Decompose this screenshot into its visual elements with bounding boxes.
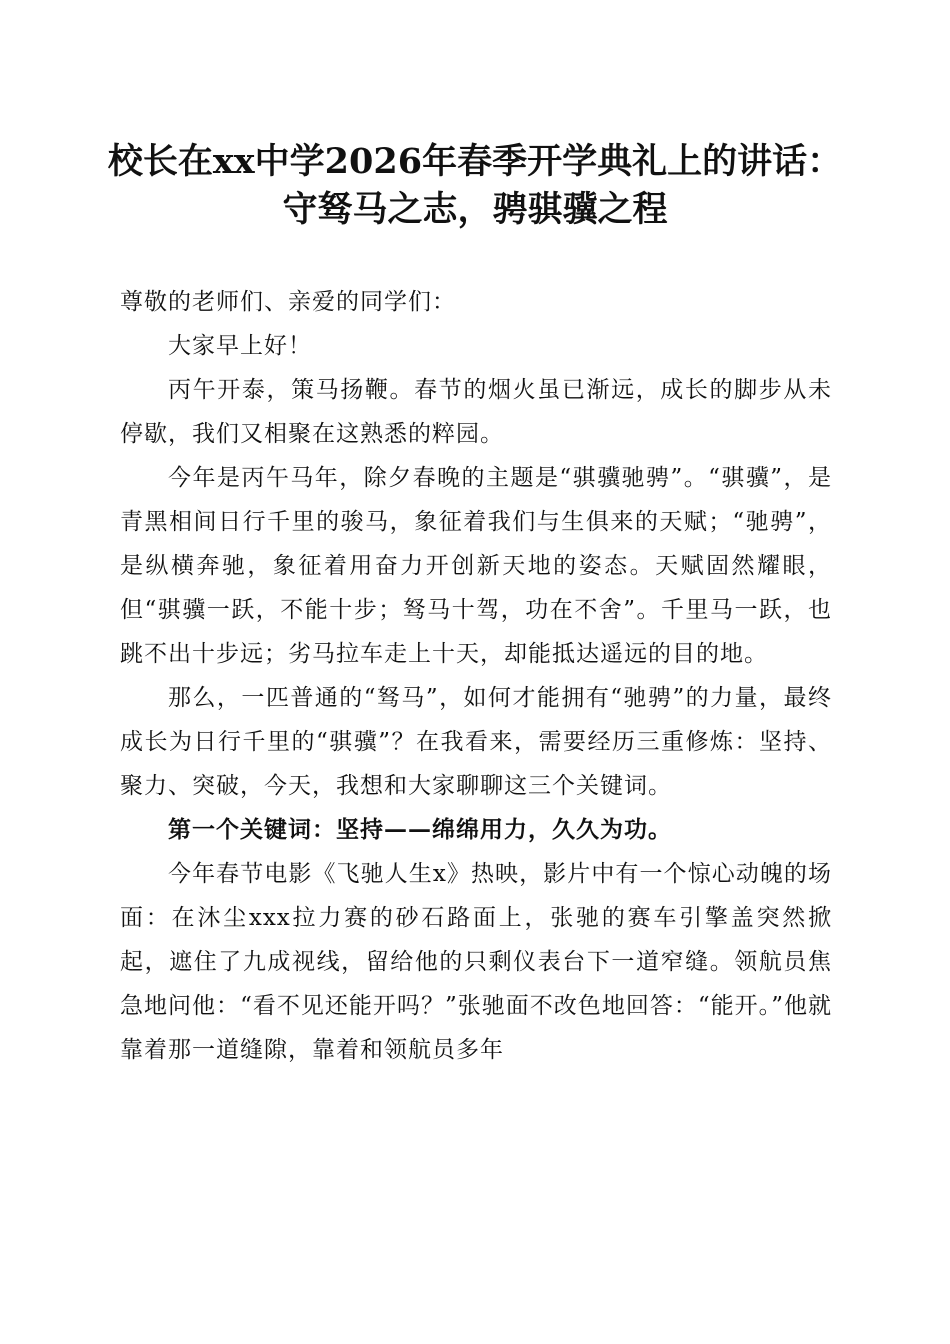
body-paragraph: 那么，一匹普通的“驽马”，如何才能拥有“驰骋”的力量，最终成长为日行千里的“骐骥”？在我看来，需要经历三重修炼：坚持、聚力、突破，今天，我想和大家聊聊这三个关键词。 <box>120 685 832 799</box>
body-paragraph: 今年春节电影《飞驰人生x》热映，影片中有一个惊心动魄的场面：在沐尘xxx拉力赛的砂石路面上，张驰的赛车引擎盖突然掀起，遮住了九成视线，留给他的只剩仪表台下一道窄缝。领航员焦急地问他：“看不见还能开吗？”张驰面不改色地回答：“能开。”他就靠着那一道缝隙，靠着和领航员多年 <box>120 861 832 1063</box>
document-body <box>120 280 832 1072</box>
document-title <box>60 138 890 234</box>
title-line-2: 守驽马之志，骋骐骥之程 <box>282 189 668 230</box>
title-line-1: 校长在xx中学2026年春季开学典礼上的讲话： <box>107 141 843 182</box>
salutation: 尊敬的老师们、亲爱的同学们： <box>120 289 456 315</box>
section-heading: 第一个关键词：坚持——绵绵用力，久久为功。 <box>168 816 672 843</box>
greeting-paragraph: 大家早上好！ <box>168 333 312 359</box>
body-paragraph: 今年是丙午马年，除夕春晚的主题是“骐骥驰骋”。“骐骥”，是青黑相间日行千里的骏马，象征着我们与生俱来的天赋；“驰骋”，是纵横奔驰，象征着用奋力开创新天地的姿态。天赋固然耀眼，但“骐骥一跃，不能十步；驽马十驾，功在不舍”。千里马一跃，也跳不出十步远；劣马拉车走上十天，却能抵达遥远的目的地。 <box>120 465 832 667</box>
body-paragraph: 丙午开泰，策马扬鞭。春节的烟火虽已渐远，成长的脚步从未停歇，我们又相聚在这熟悉的粹园。 <box>120 377 832 447</box>
